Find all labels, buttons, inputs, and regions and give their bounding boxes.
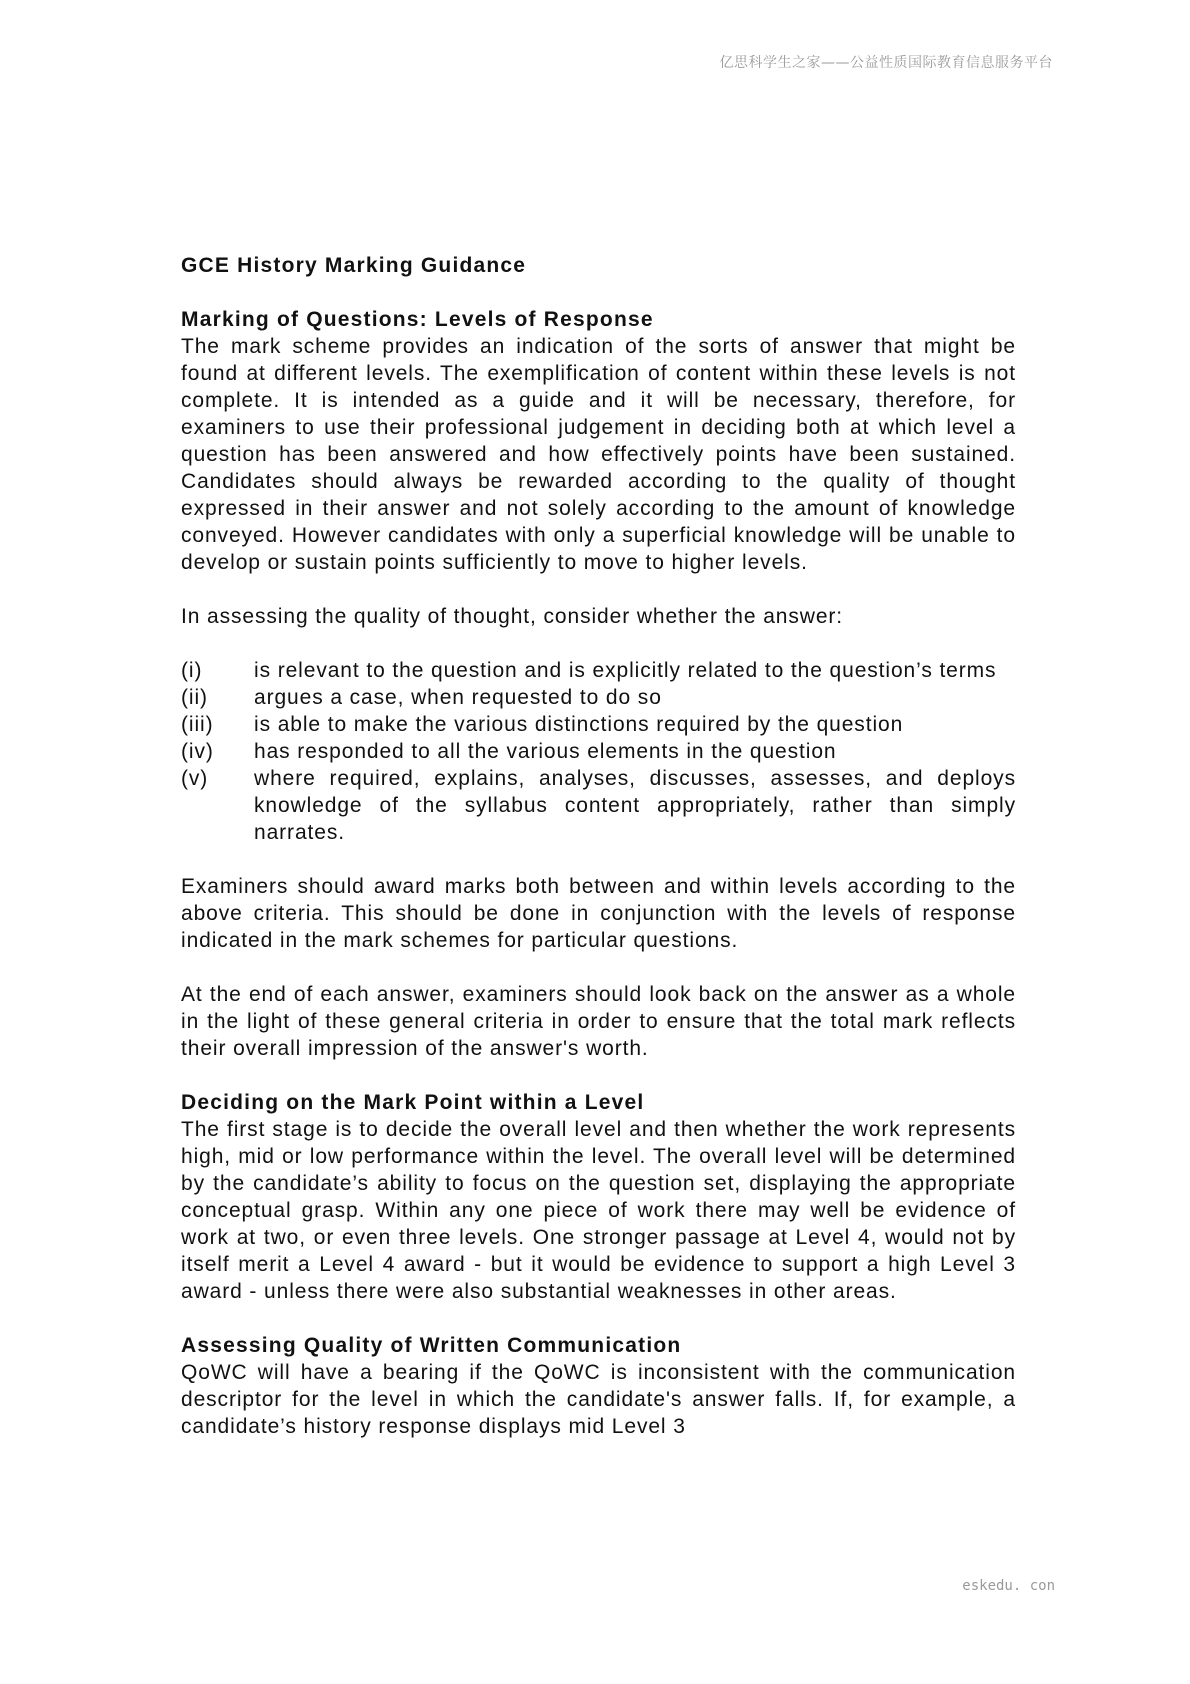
criteria-number: (iii): [181, 713, 214, 736]
criteria-text: has responded to all the various elements in the question: [254, 740, 837, 763]
section-heading-levels-of-response: Marking of Questions: Levels of Response: [181, 308, 654, 331]
criteria-item: [181, 711, 1016, 738]
document-body: [181, 252, 1016, 1440]
paragraph: Examiners should award marks both between and within levels according to the above criteria. This should be done in conjunction with the levels of response indicated in the mark schemes for particular questions.: [181, 875, 1016, 952]
document-title: GCE History Marking Guidance: [181, 254, 527, 277]
paragraph: The first stage is to decide the overall level and then whether the work represents high, mid or low performance within the level. The overall level will be determined by the candidate’s ability to focus on the question set, displaying the appropriate conceptual grasp. Within any one piece of work there may well be evidence of work at two, or even three levels. One stronger passage at Level 4, would not by itself merit a Level 4 award - but it would be evidence to support a high Level 3 award - unless there were also substantial weaknesses in other areas.: [181, 1118, 1016, 1303]
criteria-item: [181, 684, 1016, 711]
paragraph: At the end of each answer, examiners should look back on the answer as a whole in the light of these general criteria in order to ensure that the total mark reflects their overall impression of the answer's worth.: [181, 983, 1016, 1060]
footer-watermark: eskedu. con: [962, 1578, 1055, 1594]
criteria-number: (v): [181, 767, 209, 790]
criteria-text: where required, explains, analyses, discusses, assesses, and deploys knowledge of the syllabus content appropriately, rather than simply narrates.: [254, 767, 1016, 844]
paragraph: The mark scheme provides an indication of the sorts of answer that might be found at different levels. The exemplification of content within these levels is not complete. It is intended as a guide and it will be necessary, therefore, for examiners to use their professional judgement in deciding both at which level a question has been answered and how effectively points have been sustained. Candidates should always be rewarded according to the quality of thought expressed in their answer and not solely according to the amount of knowledge conveyed. However candidates with only a superficial knowledge will be unable to develop or sustain points sufficiently to move to higher levels.: [181, 335, 1016, 574]
criteria-item: [181, 657, 1016, 684]
criteria-number: (i): [181, 659, 203, 682]
header-watermark: 亿思科学生之家——公益性质国际教育信息服务平台: [719, 55, 1053, 71]
paragraph: In assessing the quality of thought, consider whether the answer:: [181, 605, 844, 628]
criteria-item: [181, 765, 1016, 846]
criteria-number: (ii): [181, 686, 208, 709]
criteria-text: argues a case, when requested to do so: [254, 686, 662, 709]
criteria-list: [181, 657, 1016, 846]
section-heading-mark-point: Deciding on the Mark Point within a Level: [181, 1091, 645, 1114]
criteria-text: is relevant to the question and is explicitly related to the question’s terms: [254, 659, 997, 682]
paragraph: QoWC will have a bearing if the QoWC is inconsistent with the communication descriptor for the level in which the candidate's answer falls. If, for example, a candidate’s history response displays mid Level 3: [181, 1361, 1016, 1438]
criteria-number: (iv): [181, 740, 214, 763]
criteria-text: is able to make the various distinctions required by the question: [254, 713, 904, 736]
criteria-item: [181, 738, 1016, 765]
section-heading-qowc: Assessing Quality of Written Communication: [181, 1334, 682, 1357]
